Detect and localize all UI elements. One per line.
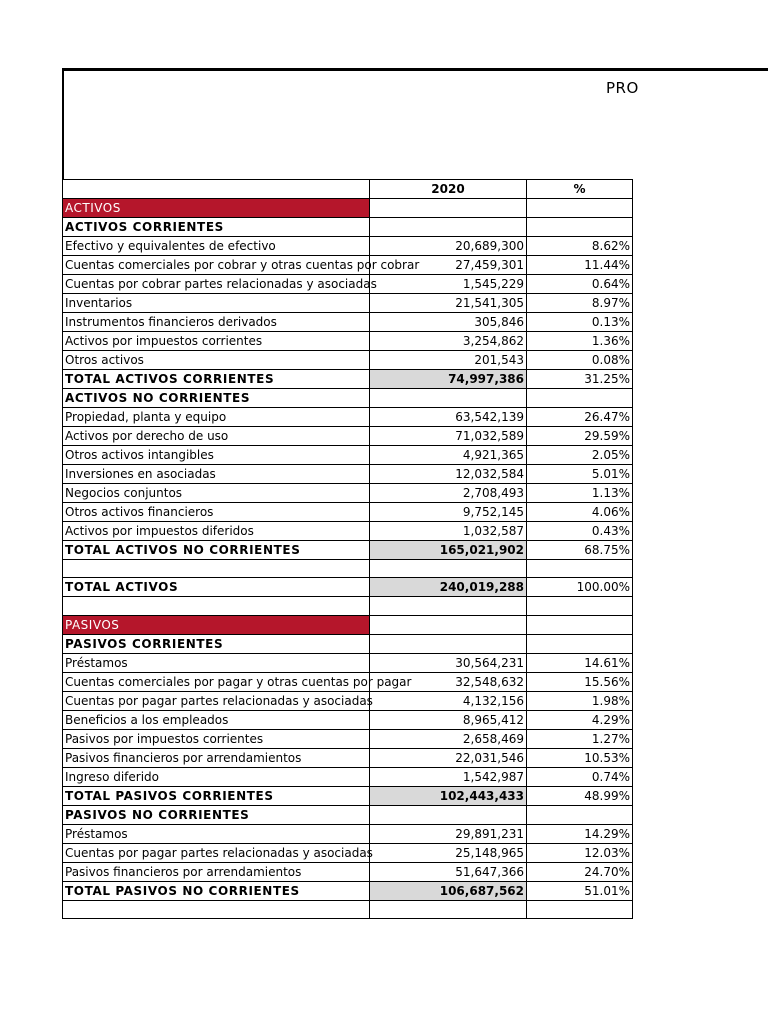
- section-row: [63, 615, 633, 634]
- row-value-cell[interactable]: 32,548,632: [370, 672, 527, 691]
- row-label-cell[interactable]: PASIVOS CORRIENTES: [63, 634, 370, 653]
- row-pct-cell[interactable]: 51.01%: [527, 881, 633, 900]
- table-row: [63, 256, 633, 275]
- row-label-cell[interactable]: Cuentas comerciales por pagar y otras cuentas por pagar: [63, 672, 370, 691]
- row-pct-cell[interactable]: 68.75%: [527, 541, 633, 560]
- row-label-cell[interactable]: Activos por impuestos diferidos: [63, 522, 370, 541]
- row-label-cell[interactable]: Otros activos financieros: [63, 503, 370, 522]
- row-value-cell[interactable]: 1,032,587: [370, 522, 527, 541]
- row-label-cell[interactable]: Inventarios: [63, 294, 370, 313]
- header-row: [63, 180, 633, 199]
- row-label-cell[interactable]: Préstamos: [63, 653, 370, 672]
- table-row: [63, 484, 633, 503]
- row-pct-cell[interactable]: 0.43%: [527, 522, 633, 541]
- total-row: [63, 370, 633, 389]
- subsection-row: [63, 805, 633, 824]
- row-pct-cell[interactable]: [527, 560, 633, 578]
- row-label-cell[interactable]: ACTIVOS: [63, 199, 370, 218]
- row-label-cell[interactable]: [63, 900, 370, 918]
- table-row: [63, 729, 633, 748]
- total-row: [63, 881, 633, 900]
- row-value-cell[interactable]: 22,031,546: [370, 748, 527, 767]
- row-label-cell[interactable]: TOTAL PASIVOS CORRIENTES: [63, 786, 370, 805]
- row-value-cell[interactable]: 30,564,231: [370, 653, 527, 672]
- row-label-cell[interactable]: Efectivo y equivalentes de efectivo: [63, 237, 370, 256]
- row-label-cell[interactable]: Cuentas comerciales por cobrar y otras cuentas por cobrar: [63, 256, 370, 275]
- row-pct-cell[interactable]: [527, 389, 633, 408]
- table-row: [63, 691, 633, 710]
- row-pct-cell[interactable]: 8.62%: [527, 237, 633, 256]
- table-row: [63, 446, 633, 465]
- row-pct-cell[interactable]: 10.53%: [527, 748, 633, 767]
- subsection-row: [63, 634, 633, 653]
- total-row: [63, 541, 633, 560]
- row-label-cell[interactable]: TOTAL PASIVOS NO CORRIENTES: [63, 881, 370, 900]
- row-value-cell[interactable]: [370, 199, 527, 218]
- row-value-cell[interactable]: 20,689,300: [370, 237, 527, 256]
- blank-row: [63, 597, 633, 615]
- row-value-cell[interactable]: [370, 218, 527, 237]
- table-row: [63, 672, 633, 691]
- row-label-cell[interactable]: Otros activos intangibles: [63, 446, 370, 465]
- total-row: [63, 578, 633, 597]
- table-row: [63, 351, 633, 370]
- row-pct-cell[interactable]: 8.97%: [527, 294, 633, 313]
- table-row: [63, 522, 633, 541]
- row-label-cell[interactable]: PASIVOS NO CORRIENTES: [63, 805, 370, 824]
- header-year-cell[interactable]: 2020: [370, 180, 527, 199]
- row-pct-cell[interactable]: 1.98%: [527, 691, 633, 710]
- row-value-cell[interactable]: 102,443,433: [370, 786, 527, 805]
- row-value-cell[interactable]: 106,687,562: [370, 881, 527, 900]
- table-row: [63, 332, 633, 351]
- row-label-cell[interactable]: Beneficios a los empleados: [63, 710, 370, 729]
- row-pct-cell[interactable]: 4.29%: [527, 710, 633, 729]
- row-value-cell[interactable]: 240,019,288: [370, 578, 527, 597]
- row-label-cell[interactable]: Activos por impuestos corrientes: [63, 332, 370, 351]
- table-row: [63, 862, 633, 881]
- row-pct-cell[interactable]: 4.06%: [527, 503, 633, 522]
- row-value-cell[interactable]: 3,254,862: [370, 332, 527, 351]
- header-pct-cell[interactable]: %: [527, 180, 633, 199]
- row-pct-cell[interactable]: [527, 805, 633, 824]
- row-pct-cell[interactable]: [527, 199, 633, 218]
- row-pct-cell[interactable]: 31.25%: [527, 370, 633, 389]
- row-label-cell[interactable]: ACTIVOS NO CORRIENTES: [63, 389, 370, 408]
- row-pct-cell[interactable]: [527, 900, 633, 918]
- row-value-cell[interactable]: 21,541,305: [370, 294, 527, 313]
- row-label-cell[interactable]: Activos por derecho de uso: [63, 427, 370, 446]
- table-row: [63, 275, 633, 294]
- section-row: [63, 199, 633, 218]
- table-row: [63, 843, 633, 862]
- row-value-cell[interactable]: 1,545,229: [370, 275, 527, 294]
- row-label-cell[interactable]: Otros activos: [63, 351, 370, 370]
- balance-table: [62, 179, 633, 919]
- row-label-cell[interactable]: Cuentas por pagar partes relacionadas y asociadas: [63, 691, 370, 710]
- sheet-title: PRO: [606, 79, 639, 97]
- total-row: [63, 786, 633, 805]
- row-pct-cell[interactable]: 1.36%: [527, 332, 633, 351]
- table-row: [63, 465, 633, 484]
- table-row: [63, 748, 633, 767]
- row-value-cell[interactable]: 4,132,156: [370, 691, 527, 710]
- row-label-cell[interactable]: ACTIVOS CORRIENTES: [63, 218, 370, 237]
- table-row: [63, 294, 633, 313]
- row-value-cell[interactable]: 165,021,902: [370, 541, 527, 560]
- row-label-cell[interactable]: Pasivos financieros por arrendamientos: [63, 748, 370, 767]
- row-label-cell[interactable]: Cuentas por cobrar partes relacionadas y asociadas: [63, 275, 370, 294]
- row-pct-cell[interactable]: 15.56%: [527, 672, 633, 691]
- table-row: [63, 767, 633, 786]
- row-pct-cell[interactable]: 1.13%: [527, 484, 633, 503]
- subsection-row: [63, 389, 633, 408]
- row-pct-cell[interactable]: 14.29%: [527, 824, 633, 843]
- row-label-cell[interactable]: TOTAL ACTIVOS CORRIENTES: [63, 370, 370, 389]
- header-label-cell[interactable]: [63, 180, 370, 199]
- row-value-cell[interactable]: 305,846: [370, 313, 527, 332]
- row-pct-cell[interactable]: 11.44%: [527, 256, 633, 275]
- spreadsheet: [62, 68, 768, 1024]
- row-pct-cell[interactable]: 24.70%: [527, 862, 633, 881]
- subsection-row: [63, 218, 633, 237]
- row-value-cell[interactable]: [370, 389, 527, 408]
- row-label-cell[interactable]: TOTAL ACTIVOS: [63, 578, 370, 597]
- row-label-cell[interactable]: Pasivos por impuestos corrientes: [63, 729, 370, 748]
- row-value-cell[interactable]: 2,658,469: [370, 729, 527, 748]
- table-row: [63, 503, 633, 522]
- row-label-cell[interactable]: Cuentas por pagar partes relacionadas y asociadas: [63, 843, 370, 862]
- row-label-cell[interactable]: [63, 560, 370, 578]
- row-value-cell[interactable]: [370, 805, 527, 824]
- row-pct-cell[interactable]: 26.47%: [527, 408, 633, 427]
- row-value-cell[interactable]: [370, 597, 527, 615]
- row-value-cell[interactable]: 63,542,139: [370, 408, 527, 427]
- row-label-cell[interactable]: PASIVOS: [63, 615, 370, 634]
- row-pct-cell[interactable]: 12.03%: [527, 843, 633, 862]
- row-value-cell[interactable]: 51,647,366: [370, 862, 527, 881]
- row-value-cell[interactable]: 71,032,589: [370, 427, 527, 446]
- row-value-cell[interactable]: 4,921,365: [370, 446, 527, 465]
- row-value-cell[interactable]: 27,459,301: [370, 256, 527, 275]
- row-value-cell[interactable]: 201,543: [370, 351, 527, 370]
- row-pct-cell[interactable]: 14.61%: [527, 653, 633, 672]
- row-label-cell[interactable]: Instrumentos financieros derivados: [63, 313, 370, 332]
- row-value-cell[interactable]: 25,148,965: [370, 843, 527, 862]
- blank-row: [63, 900, 633, 918]
- row-value-cell[interactable]: [370, 560, 527, 578]
- row-pct-cell[interactable]: 0.13%: [527, 313, 633, 332]
- row-pct-cell[interactable]: 29.59%: [527, 427, 633, 446]
- row-pct-cell[interactable]: [527, 218, 633, 237]
- row-label-cell[interactable]: Ingreso diferido: [63, 767, 370, 786]
- row-value-cell[interactable]: 29,891,231: [370, 824, 527, 843]
- table-row: [63, 710, 633, 729]
- row-label-cell[interactable]: TOTAL ACTIVOS NO CORRIENTES: [63, 541, 370, 560]
- row-value-cell[interactable]: 2,708,493: [370, 484, 527, 503]
- row-pct-cell[interactable]: 2.05%: [527, 446, 633, 465]
- row-pct-cell[interactable]: 100.00%: [527, 578, 633, 597]
- row-pct-cell[interactable]: 5.01%: [527, 465, 633, 484]
- row-label-cell[interactable]: Negocios conjuntos: [63, 484, 370, 503]
- row-label-cell[interactable]: Propiedad, planta y equipo: [63, 408, 370, 427]
- row-pct-cell[interactable]: 0.08%: [527, 351, 633, 370]
- row-pct-cell[interactable]: 48.99%: [527, 786, 633, 805]
- row-pct-cell[interactable]: [527, 634, 633, 653]
- row-label-cell[interactable]: Pasivos financieros por arrendamientos: [63, 862, 370, 881]
- row-pct-cell[interactable]: [527, 597, 633, 615]
- row-value-cell[interactable]: 9,752,145: [370, 503, 527, 522]
- row-value-cell[interactable]: [370, 900, 527, 918]
- table-row: [63, 237, 633, 256]
- row-value-cell[interactable]: 8,965,412: [370, 710, 527, 729]
- row-value-cell[interactable]: 1,542,987: [370, 767, 527, 786]
- table-row: [63, 824, 633, 843]
- blank-row: [63, 560, 633, 578]
- row-value-cell[interactable]: 12,032,584: [370, 465, 527, 484]
- table-row: [63, 408, 633, 427]
- table-row: [63, 427, 633, 446]
- row-value-cell[interactable]: [370, 634, 527, 653]
- row-label-cell[interactable]: Inversiones en asociadas: [63, 465, 370, 484]
- row-label-cell[interactable]: [63, 597, 370, 615]
- row-pct-cell[interactable]: [527, 615, 633, 634]
- row-label-cell[interactable]: Préstamos: [63, 824, 370, 843]
- title-box: [62, 68, 768, 179]
- row-value-cell[interactable]: [370, 615, 527, 634]
- row-value-cell[interactable]: 74,997,386: [370, 370, 527, 389]
- row-pct-cell[interactable]: 1.27%: [527, 729, 633, 748]
- table-row: [63, 653, 633, 672]
- row-pct-cell[interactable]: 0.64%: [527, 275, 633, 294]
- table-row: [63, 313, 633, 332]
- row-pct-cell[interactable]: 0.74%: [527, 767, 633, 786]
